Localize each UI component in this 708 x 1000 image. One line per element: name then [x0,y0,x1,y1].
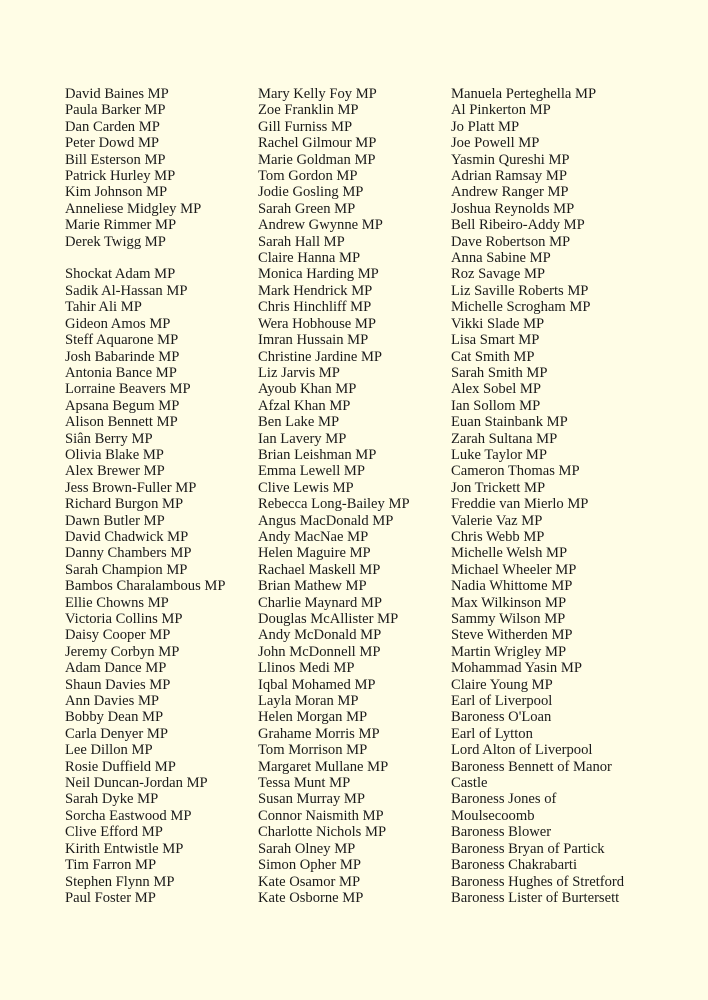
signatory-name: Tahir Ali MP [65,299,142,316]
signatory-name: Ian Lavery MP [258,430,347,447]
signatory-name: Valerie Vaz MP [451,512,543,529]
signatory-name: Jon Trickett MP [451,479,546,496]
signatory-name: Anna Sabine MP [451,250,551,267]
signatory-name: Brian Mathew MP [258,578,367,595]
signatory-name: Cat Smith MP [451,348,535,365]
signatory-name: Christine Jardine MP [258,348,383,365]
signatory-name: Peter Dowd MP [65,135,160,152]
signatory-name: Vikki Slade MP [451,315,545,332]
signatory-name: Alex Brewer MP [65,463,165,480]
signatory-name: Ellie Chowns MP [65,594,169,611]
signatory-name: Helen Maguire MP [258,545,371,562]
signatory-name: Joshua Reynolds MP [451,200,575,217]
signatory-name: Chris Webb MP [451,528,545,545]
signatory-name: Baroness O'Loan [451,709,552,726]
signatory-name: Ben Lake MP [258,414,340,431]
signatory-name: Adrian Ramsay MP [451,168,567,185]
signatory-name: Kirith Entwistle MP [65,840,184,857]
signatory-name: Neil Duncan-Jordan MP [65,775,208,792]
signatory-name: Lisa Smart MP [451,332,540,349]
signatory-name: Rebecca Long-Bailey MP [258,496,410,513]
signatory-name: Sarah Dyke MP [65,791,159,808]
signatory-name: Rachel Gilmour MP [258,135,377,152]
signatory-name: Margaret Mullane MP [258,758,389,775]
signatory-column-3 [451,86,624,906]
signatory-name: Roz Savage MP [451,266,546,283]
signatory-name: Claire Hanna MP [258,250,361,267]
signatory-name: Grahame Morris MP [258,725,380,742]
signatory-name: Cameron Thomas MP [451,463,580,480]
signatory-name: Yasmin Qureshi MP [451,151,570,168]
signatory-name: Liz Jarvis MP [258,364,340,381]
signatory-name: Ann Davies MP [65,693,160,710]
signatory-name: Gill Furniss MP [258,118,353,135]
signatory-name: Douglas McAllister MP [258,611,399,627]
signatory-name: Clive Efford MP [65,824,163,841]
signatory-name: Dawn Butler MP [65,512,165,529]
signatory-name: Angus MacDonald MP [258,512,394,529]
signatory-name: Charlie Maynard MP [258,594,383,611]
signatory-name: Richard Burgon MP [65,496,184,513]
signatory-name: Josh Babarinde MP [65,348,180,365]
signatory-name: Jo Platt MP [451,118,520,135]
signatory-name: Antonia Bance MP [65,364,177,381]
signatory-name: Claire Young MP [451,676,553,693]
signatory-name: Andy MacNae MP [258,528,369,545]
signatory-name: Andrew Ranger MP [451,184,569,201]
signatory-name: Gideon Amos MP [65,315,171,332]
signatory-name: Victoria Collins MP [65,611,183,627]
signatory-name: Lord Alton of Liverpool [451,742,593,759]
signatory-name: Bambos Charalambous MP [65,578,226,595]
signatory-name: Rosie Duffield MP [65,758,176,775]
signatory-name: Siân Berry MP [65,430,153,447]
signatory-name: Alex Sobel MP [451,381,541,398]
signatory-name: Kate Osborne MP [258,889,364,906]
signatory-name: Daisy Cooper MP [65,627,171,644]
signatory-name: Mary Kelly Foy MP [258,86,377,102]
signatory-name: Bell Ribeiro-Addy MP [451,217,585,234]
signatory-name: John McDonnell MP [258,643,381,660]
signatory-name: Bobby Dean MP [65,709,164,726]
signatory-name: Helen Morgan MP [258,709,368,726]
signatory-name: Alison Bennett MP [65,414,178,431]
signatory-name: Sarah Champion MP [65,561,188,578]
signatory-name: Charlotte Nichols MP [258,824,387,841]
signatory-name: Sadik Al-Hassan MP [65,282,188,299]
signatory-name: Shockat Adam MP [65,266,176,283]
signatory-name: Martin Wrigley MP [451,643,567,660]
signatory-name: Euan Stainbank MP [451,414,568,431]
signatory-name: Paula Barker MP [65,102,166,119]
signatory-name: Patrick Hurley MP [65,168,176,185]
signatory-name: Jeremy Corbyn MP [65,643,180,660]
signatory-name: Marie Rimmer MP [65,217,177,234]
signatory-name: Sarah Olney MP [258,840,356,857]
signatory-name: Chris Hinchliff MP [258,299,372,316]
signatory-name: Sorcha Eastwood MP [65,807,192,824]
signatory-name: Earl of Liverpool [451,693,553,710]
signatory-name: Imran Hussain MP [258,332,369,349]
signatory-name: Moulsecoomb [451,807,535,824]
signatory-column-1 [65,86,226,906]
signatory-name: Mohammad Yasin MP [451,660,582,677]
signatory-name: Lorraine Beavers MP [65,381,191,398]
signatory-name: Sarah Smith MP [451,364,548,381]
signatory-name: Kim Johnson MP [65,184,168,201]
signatory-name: Iqbal Mohamed MP [258,676,376,693]
signatory-name: Sarah Green MP [258,200,356,217]
signatory-name: Kate Osamor MP [258,873,361,890]
signatory-name: Manuela Perteghella MP [451,86,597,102]
signatory-name: Carla Denyer MP [65,725,168,742]
signatory-name: Michelle Welsh MP [451,545,568,562]
signatory-name: Freddie van Mierlo MP [451,496,589,513]
signatory-name: Al Pinkerton MP [451,102,551,119]
signatory-name: Mark Hendrick MP [258,282,373,299]
signatory-name: Layla Moran MP [258,693,359,710]
signatory-name: Shaun Davies MP [65,676,171,693]
signatory-name: Llinos Medi MP [258,660,355,677]
signatory-name: David Chadwick MP [65,528,189,545]
signatory-name: Simon Opher MP [258,857,361,874]
signatory-name: Luke Taylor MP [451,446,547,463]
signatory-name: Tom Gordon MP [258,168,358,185]
signatory-name: Afzal Khan MP [258,397,351,414]
signatory-name: Steve Witherden MP [451,627,573,644]
signatory-name: Anneliese Midgley MP [65,200,202,217]
signatory-name: Earl of Lytton [451,725,533,742]
signatory-name: Connor Naismith MP [258,807,384,824]
signatory-name: Baroness Hughes of Stretford [451,873,625,890]
signatory-name: Susan Murray MP [258,791,366,808]
signatory-name: Zarah Sultana MP [451,430,558,447]
signatory-name: Max Wilkinson MP [451,594,567,611]
signatory-name: Baroness Bennett of Manor [451,758,612,775]
signatory-name: Sammy Wilson MP [451,611,566,627]
signatory-name: Tom Morrison MP [258,742,368,759]
signatory-name: Dan Carden MP [65,118,160,135]
signatory-name: Jodie Gosling MP [258,184,364,201]
signatory-name: Andrew Gwynne MP [258,217,383,234]
list-spacer [65,250,226,266]
signatory-name: Monica Harding MP [258,266,379,283]
signatory-name: Adam Dance MP [65,660,167,677]
signatory-name: Baroness Jones of [451,791,557,808]
signatory-name: Tim Farron MP [65,857,157,874]
signatory-name: Bill Esterson MP [65,151,166,168]
signatory-name: Castle [451,775,488,792]
signatory-name: Stephen Flynn MP [65,873,175,890]
signatory-name: Sarah Hall MP [258,233,345,250]
signatory-name: Ian Sollom MP [451,397,541,414]
signatory-name: Michael Wheeler MP [451,561,577,578]
signatory-name: Rachael Maskell MP [258,561,381,578]
signatory-name: Marie Goldman MP [258,151,376,168]
signatory-name: Apsana Begum MP [65,397,180,414]
signatory-name: Joe Powell MP [451,135,540,152]
signatory-name: Derek Twigg MP [65,233,166,250]
signatory-name: Lee Dillon MP [65,742,153,759]
signatory-name: Tessa Munt MP [258,775,351,792]
signatory-name: Paul Foster MP [65,889,156,906]
signatory-column-2 [258,86,410,906]
signatory-name: Nadia Whittome MP [451,578,573,595]
signatory-name: Jess Brown-Fuller MP [65,479,197,496]
signatory-name: Dave Robertson MP [451,233,571,250]
signatory-name: Baroness Chakrabarti [451,857,578,874]
signatory-name: Emma Lewell MP [258,463,366,480]
signatory-name: Andy McDonald MP [258,627,382,644]
signatory-name: Ayoub Khan MP [258,381,357,398]
signatory-name: Olivia Blake MP [65,446,164,463]
signatory-name: Baroness Blower [451,824,552,841]
signatory-name: Brian Leishman MP [258,446,377,463]
signatory-name: Zoe Franklin MP [258,102,359,119]
signatory-name: David Baines MP [65,86,169,102]
signatory-name: Baroness Bryan of Partick [451,840,605,857]
signatory-name: Steff Aquarone MP [65,332,179,349]
signatory-name: Clive Lewis MP [258,479,354,496]
signatory-name: Baroness Lister of Burtersett [451,889,620,906]
signatory-name: Wera Hobhouse MP [258,315,376,332]
signatory-name: Liz Saville Roberts MP [451,282,589,299]
signatory-name: Michelle Scrogham MP [451,299,591,316]
signatory-name: Danny Chambers MP [65,545,192,562]
